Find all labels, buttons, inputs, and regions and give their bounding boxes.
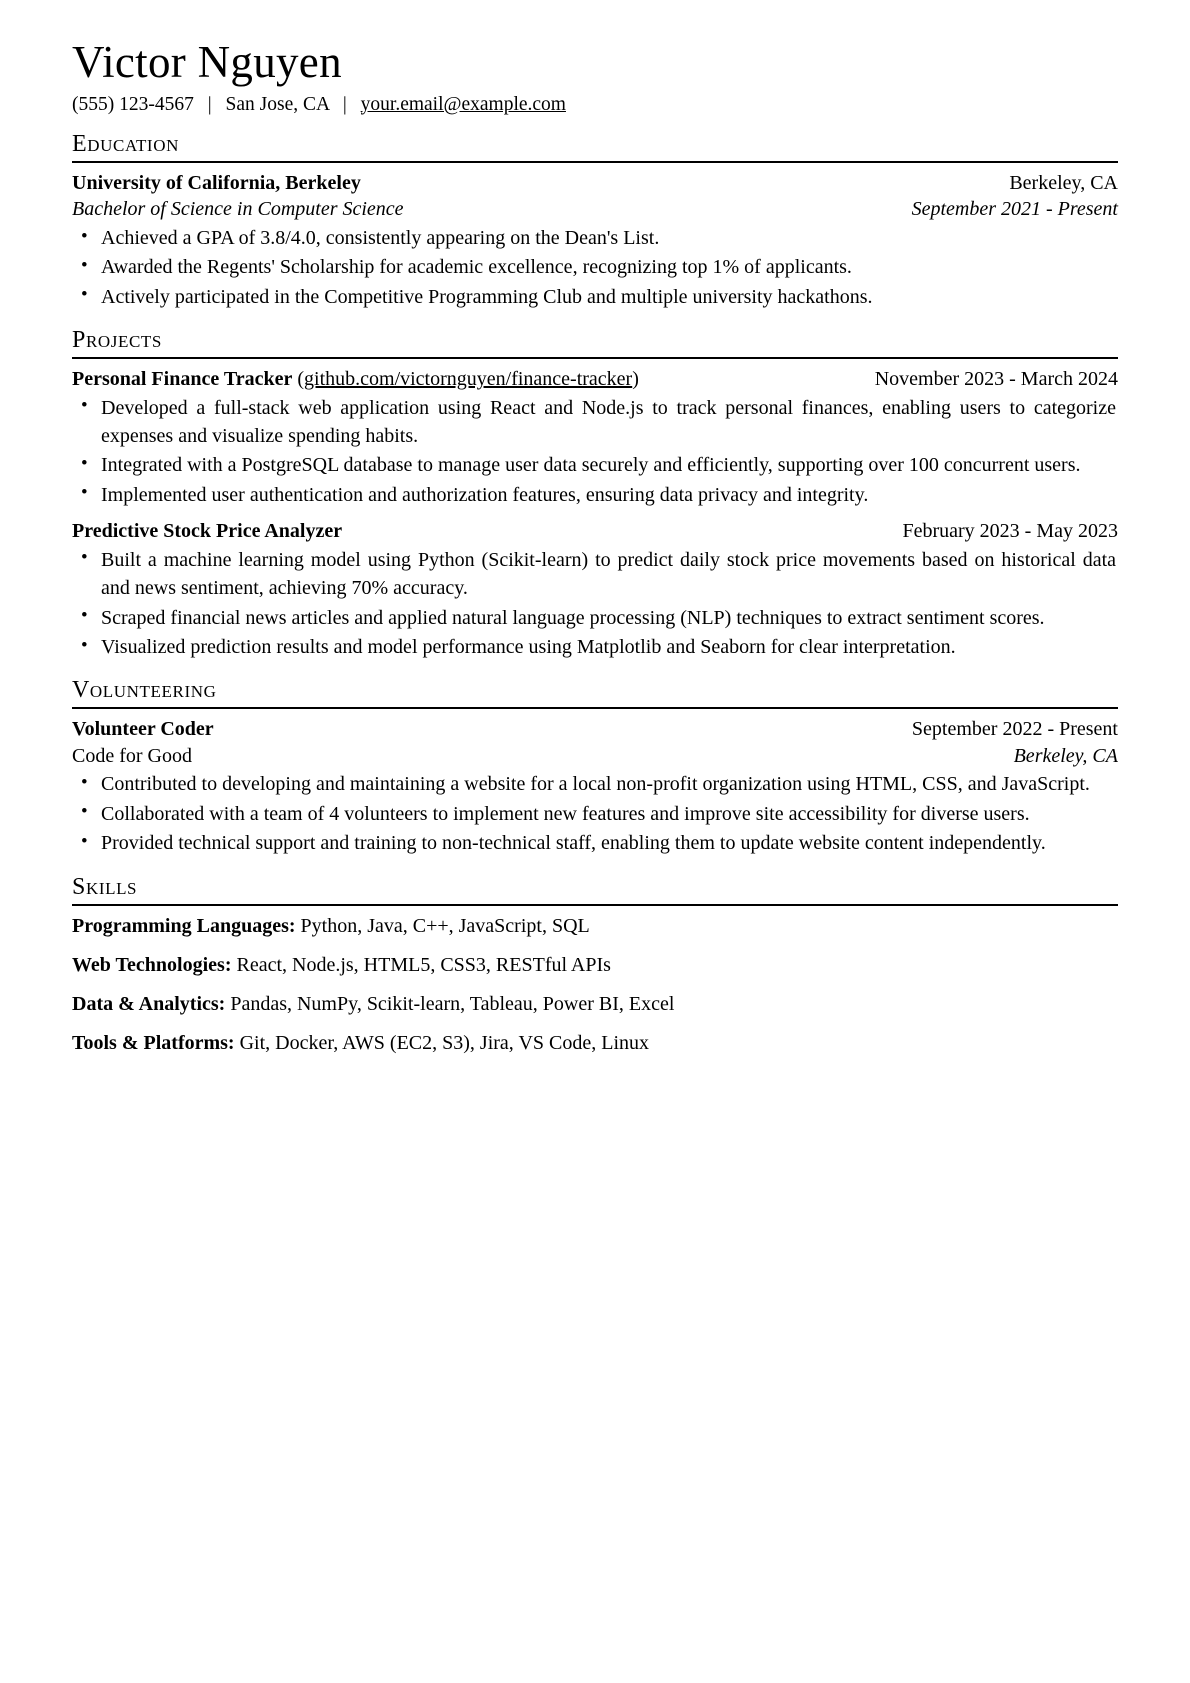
list-item: • Scraped financial news articles and applied natural language processing (NLP) techniques to extract sentiment scores. bbox=[72, 604, 1118, 632]
list-item: • Awarded the Regents' Scholarship for academic excellence, recognizing top 1% of applicants. bbox=[72, 253, 1118, 281]
list-item: • Contributed to developing and maintaining a website for a local non-profit organization using HTML, CSS, and JavaScript. bbox=[72, 770, 1118, 798]
list-item: • Implemented user authentication and authorization features, ensuring data privacy and integrity. bbox=[72, 481, 1118, 509]
project-entry-1 bbox=[72, 366, 1118, 509]
list-item: • Built a machine learning model using Python (Scikit-learn) to predict daily stock price movements based on historical data and news sentiment, achieving 70% accuracy. bbox=[72, 546, 1118, 603]
contact-separator-2: | bbox=[342, 93, 347, 115]
volunteering-bullet-list bbox=[72, 770, 1118, 857]
education-entry bbox=[72, 170, 1118, 311]
education-dates: September 2021 - Present bbox=[911, 198, 1118, 221]
list-item: • Provided technical support and training to non-technical staff, enabling them to update website content independently. bbox=[72, 829, 1118, 857]
volunteering-entry bbox=[72, 716, 1118, 857]
section-title-projects: Projects bbox=[72, 327, 162, 354]
skill-row bbox=[72, 991, 1118, 1018]
section-title-skills: Skills bbox=[72, 873, 138, 900]
skill-values: Python, Java, C++, JavaScript, SQL bbox=[300, 914, 590, 937]
volunteering-role: Volunteer Coder bbox=[72, 718, 214, 741]
section-title-volunteering: Volunteering bbox=[72, 677, 217, 704]
project-1-dates: November 2023 - March 2024 bbox=[874, 368, 1118, 391]
list-item: • Actively participated in the Competitive Programming Club and multiple university hackathons. bbox=[72, 283, 1118, 311]
contact-line bbox=[72, 93, 1118, 117]
education-location: Berkeley, CA bbox=[1009, 171, 1118, 194]
project-1-header-row bbox=[72, 366, 1118, 393]
section-rule-skills bbox=[72, 904, 1118, 906]
skill-values: Git, Docker, AWS (EC2, S3), Jira, VS Code, Linux bbox=[239, 1031, 650, 1054]
project-1-link[interactable]: github.com/victornguyen/finance-tracker bbox=[304, 368, 633, 391]
resume-header bbox=[72, 38, 1118, 117]
location-text: San Jose, CA bbox=[225, 93, 329, 115]
skill-category-label: Data & Analytics: bbox=[72, 992, 226, 1015]
project-2-dates: February 2023 - May 2023 bbox=[902, 520, 1118, 543]
list-item: • Achieved a GPA of 3.8/4.0, consistently appearing on the Dean's List. bbox=[72, 224, 1118, 252]
volunteering-entry-row-1 bbox=[72, 716, 1118, 743]
volunteering-dates: September 2022 - Present bbox=[911, 718, 1118, 741]
list-item: • Collaborated with a team of 4 volunteers to implement new features and improve site accessibility for diverse users. bbox=[72, 800, 1118, 828]
skill-row bbox=[72, 913, 1118, 940]
education-entry-row-1 bbox=[72, 170, 1118, 197]
section-volunteering bbox=[72, 677, 1118, 857]
education-entry-row-2 bbox=[72, 196, 1118, 223]
list-item: • Developed a full-stack web application using React and Node.js to track personal finances, enabling users to categorize expenses and visualize spending habits. bbox=[72, 394, 1118, 451]
skill-values: Pandas, NumPy, Scikit-learn, Tableau, Power BI, Excel bbox=[230, 992, 675, 1015]
section-projects bbox=[72, 327, 1118, 661]
skill-category-label: Web Technologies: bbox=[72, 953, 232, 976]
skill-category-label: Tools & Platforms: bbox=[72, 1031, 235, 1054]
section-rule-volunteering bbox=[72, 707, 1118, 709]
project-2-name: Predictive Stock Price Analyzer bbox=[72, 520, 343, 543]
section-skills bbox=[72, 874, 1118, 1057]
skill-values: React, Node.js, HTML5, CSS3, RESTful APIs bbox=[236, 953, 611, 976]
candidate-name: Victor Nguyen bbox=[72, 37, 342, 87]
skill-row bbox=[72, 952, 1118, 979]
section-title-education: Education bbox=[72, 130, 179, 157]
skill-row bbox=[72, 1030, 1118, 1057]
project-1-bullet-list bbox=[72, 394, 1118, 510]
section-education bbox=[72, 131, 1118, 311]
project-1-name: Personal Finance Tracker bbox=[72, 368, 293, 391]
project-entry-2 bbox=[72, 518, 1118, 661]
list-item: • Integrated with a PostgreSQL database to manage user data securely and efficiently, supporting over 100 concurrent users. bbox=[72, 451, 1118, 479]
skill-category-label: Programming Languages: bbox=[72, 914, 296, 937]
contact-separator-1: | bbox=[207, 93, 212, 115]
education-degree: Bachelor of Science in Computer Science bbox=[72, 198, 404, 221]
volunteering-entry-row-2 bbox=[72, 743, 1118, 770]
education-bullet-list bbox=[72, 224, 1118, 311]
skills-body bbox=[72, 913, 1118, 1057]
project-1-title-group: Personal Finance Tracker (github.com/victornguyen/finance-tracker) bbox=[72, 368, 639, 391]
volunteering-organization: Code for Good bbox=[72, 744, 192, 767]
project-2-bullet-list bbox=[72, 546, 1118, 662]
section-rule-projects bbox=[72, 357, 1118, 359]
phone-number: (555) 123-4567 bbox=[72, 93, 194, 115]
volunteering-location: Berkeley, CA bbox=[1013, 744, 1118, 767]
email-link[interactable]: your.email@example.com bbox=[360, 93, 566, 115]
section-rule-education bbox=[72, 161, 1118, 163]
list-item: • Visualized prediction results and model performance using Matplotlib and Seaborn for clear interpretation. bbox=[72, 633, 1118, 661]
education-institution: University of California, Berkeley bbox=[72, 171, 361, 194]
project-2-header-row bbox=[72, 518, 1118, 545]
